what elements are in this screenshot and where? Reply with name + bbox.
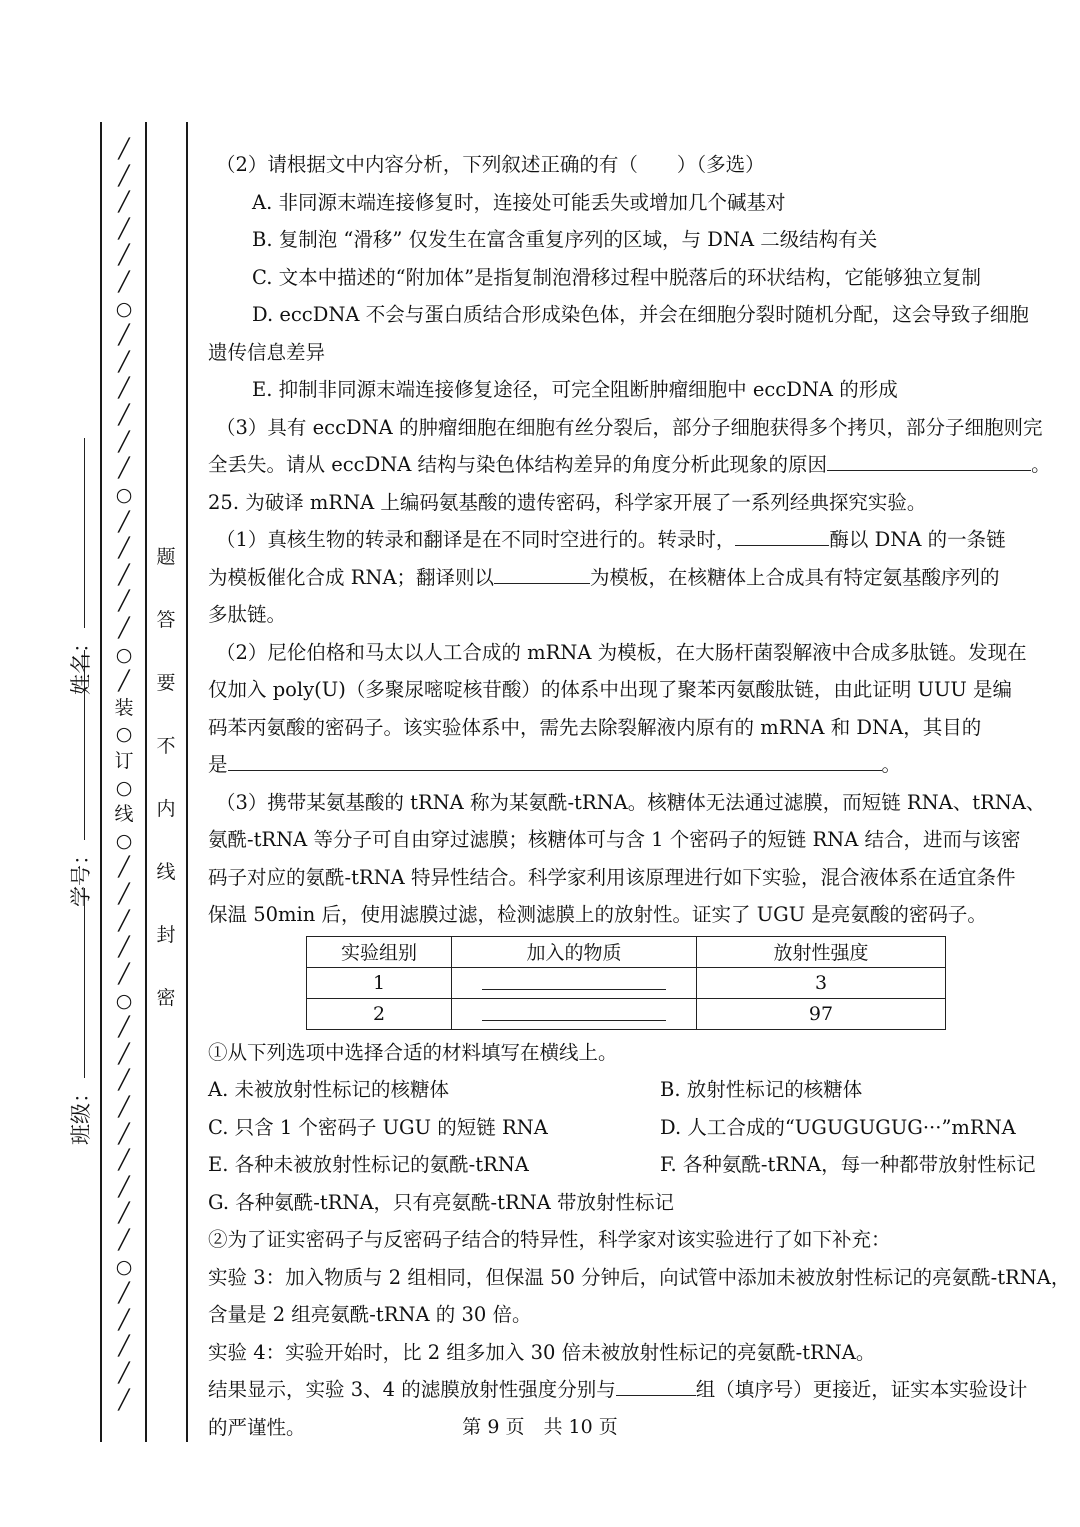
class-label: 班级：: [69, 1082, 93, 1145]
q25-3-line3: 码子对应的氨酰-tRNA 特异性结合。科学家利用该原理进行如下实验，混合液体系在适宜条件: [208, 865, 1016, 889]
table-cell-group: 1: [307, 967, 452, 998]
page-number: 第 9 页 共 10 页: [462, 1416, 618, 1438]
material-option-b: B. 放射性标记的核糖体: [660, 1078, 863, 1101]
binding-mark: ╱: [118, 1388, 130, 1411]
binding-mark: ╱: [118, 1335, 130, 1358]
binding-mark: ╱: [118, 1202, 130, 1225]
options-row-ab: [208, 1071, 1040, 1109]
binding-mark: ╱: [118, 563, 130, 586]
options-row-ef: [208, 1146, 1040, 1184]
binding-mark: ╱: [118, 350, 130, 373]
binding-mark: 订: [114, 750, 134, 773]
binding-mark: ╱: [118, 962, 130, 985]
binding-mark: ╱: [118, 324, 130, 347]
binding-mark: 线: [156, 861, 176, 883]
result-line1: 结果显示，实验 3、4 的滤膜放射性强度分别与 组（填序号）更接近，证实本实验设计: [208, 1371, 1040, 1409]
binding-mark: ○: [115, 483, 133, 506]
sub-question-2: ②为了证实密码子与反密码子结合的特异性，科学家对该实验进行了如下补充：: [208, 1228, 891, 1251]
class-field[interactable]: [65, 905, 95, 1145]
q25-2-line4: 是 。: [208, 746, 1040, 784]
binding-mark: 线: [114, 803, 134, 826]
binding-marks-column-3: [154, 548, 178, 1008]
binding-mark: ╱: [118, 670, 130, 693]
answer-blank-enzyme[interactable]: [735, 521, 829, 546]
binding-line-right: [186, 122, 188, 1442]
q2-option-d-line2: 遗传信息差异: [208, 340, 326, 364]
q2-option-b: B. 复制泡 “滑移” 仅发生在富含重复序列的区域，与 DNA 二级结构有关: [252, 228, 878, 251]
binding-mark: ╱: [118, 1282, 130, 1305]
name-field[interactable]: [65, 455, 95, 695]
binding-mark: ╱: [118, 1175, 130, 1198]
experiment-3-line1: 实验 3：加入物质与 2 组相同，但保温 50 分钟后，向试管中添加未被放射性标记的亮氨酰-tRNA，: [208, 1265, 1071, 1289]
binding-mark: ╱: [118, 1069, 130, 1092]
binding-mark: ╱: [118, 616, 130, 639]
binding-mark: ╱: [118, 1149, 130, 1172]
table-header-substance: 加入的物质: [452, 936, 697, 967]
material-option-d: D. 人工合成的“UGUGUGUG···”mRNA: [660, 1115, 1016, 1139]
binding-mark: ╱: [118, 1042, 130, 1065]
table-cell-intensity: 97: [697, 998, 946, 1029]
result-line2: 的严谨性。: [208, 1415, 306, 1439]
binding-mark: ○: [115, 989, 133, 1012]
binding-mark: ╱: [118, 1308, 130, 1331]
q25-2-line2: 仅加入 poly(U)（多聚尿嘧啶核苷酸）的体系中出现了聚苯丙氨酸肽链，由此证明 UUU 是编: [208, 678, 1013, 701]
binding-mark: ╱: [118, 909, 130, 932]
binding-mark: 答: [156, 609, 176, 631]
q25-3-line2: 氨酰-tRNA 等分子可自由穿过滤膜；核糖体可与含 1 个密码子的短链 RNA 结合，进而与该密: [208, 828, 1021, 851]
binding-mark: ╱: [118, 217, 130, 240]
experiment-3-line2: 含量是 2 组亮氨酰-tRNA 的 30 倍。: [208, 1303, 532, 1326]
q3-line2: 全丢失。请从 eccDNA 结构与染色体结构差异的角度分析此现象的原因 。: [208, 446, 1040, 484]
binding-mark: ╱: [118, 883, 130, 906]
binding-mark: 不: [156, 735, 176, 757]
binding-mark: ╱: [118, 1228, 130, 1251]
binding-line-middle: [145, 122, 147, 1442]
q25-2-line1: （2）尼伦伯格和马太以人工合成的 mRNA 为模板，在大肠杆菌裂解液中合成多肽链。发现在: [216, 640, 1027, 664]
binding-mark: ○: [115, 829, 133, 852]
question-content: [208, 146, 1071, 1446]
q25-1-line2: 为模板催化合成 RNA；翻译则以 为模板，在核糖体上合成具有特定氨基酸序列的: [208, 559, 1040, 597]
q2-option-e: E. 抑制非同源末端连接修复途径，可完全阻断肿瘤细胞中 eccDNA 的形成: [252, 378, 898, 401]
binding-mark: 密: [156, 987, 176, 1009]
q25-title: 25. 为破译 mRNA 上编码氨基酸的遗传密码，科学家开展了一系列经典探究实验。: [208, 490, 927, 514]
binding-mark: ○: [115, 776, 133, 799]
answer-blank-q3[interactable]: [827, 446, 1031, 471]
binding-mark: 封: [156, 924, 176, 946]
student-id-field[interactable]: [65, 667, 95, 907]
table-cell-group: 2: [307, 998, 452, 1029]
table-header-row: [307, 936, 946, 967]
name-label: 姓名：: [69, 632, 93, 695]
q2-option-c: C. 文本中描述的“附加体”是指复制泡滑移过程中脱落后的环状结构，它能够独立复制: [252, 265, 982, 289]
q3-line1: （3）具有 eccDNA 的肿瘤细胞在细胞有丝分裂后，部分子细胞获得多个拷贝，部分子细胞则完: [216, 415, 1043, 439]
binding-mark: ╱: [118, 936, 130, 959]
binding-mark: ╱: [118, 510, 130, 533]
binding-mark: ╱: [118, 244, 130, 267]
binding-mark: ╱: [118, 537, 130, 560]
binding-mark: ╱: [118, 430, 130, 453]
binding-marks-column-1: [112, 140, 136, 1410]
table-cell-intensity: 3: [697, 967, 946, 998]
experiment-4: 实验 4：实验开始时，比 2 组多加入 30 倍未被放射性标记的亮氨酰-tRNA。: [208, 1340, 876, 1364]
material-option-f: F. 各种氨酰-tRNA，每一种都带放射性标记: [660, 1153, 1036, 1176]
binding-mark: ╱: [118, 404, 130, 427]
material-option-a: A. 未被放射性标记的核糖体: [208, 1078, 449, 1101]
binding-mark: ╱: [118, 1362, 130, 1385]
binding-mark: 内: [156, 798, 176, 820]
binding-mark: ╱: [118, 138, 130, 160]
binding-mark: ╱: [118, 191, 130, 214]
student-id-label: 学号：: [69, 844, 93, 907]
table-row: [307, 998, 946, 1029]
binding-mark: ╱: [118, 1122, 130, 1145]
binding-mark: 题: [156, 546, 176, 568]
q2-stem: （2）请根据文中内容分析，下列叙述正确的有（ ）（多选）: [216, 153, 765, 176]
table-cell-substance[interactable]: [452, 967, 697, 998]
q2-option-a: A. 非同源末端连接修复时，连接处可能丢失或增加几个碱基对: [252, 190, 786, 214]
material-option-e: E. 各种未被放射性标记的氨酰-tRNA: [208, 1153, 529, 1176]
table-header-group: 实验组别: [307, 936, 452, 967]
binding-mark: 装: [114, 696, 134, 719]
binding-mark: ╱: [118, 271, 130, 294]
answer-blank-template[interactable]: [494, 559, 590, 584]
binding-mark: ╱: [118, 377, 130, 400]
binding-mark: ╱: [118, 1095, 130, 1118]
table-header-intensity: 放射性强度: [697, 936, 946, 967]
sub-question-1: ①从下列选项中选择合适的材料填写在横线上。: [208, 1040, 618, 1064]
experiment-table: [306, 936, 946, 1030]
binding-mark: ╱: [118, 590, 130, 613]
table-cell-substance[interactable]: [452, 998, 697, 1029]
binding-mark: 要: [156, 672, 176, 694]
binding-mark: ╱: [118, 856, 130, 879]
binding-mark: ╱: [118, 164, 130, 187]
table-row: [307, 967, 946, 998]
q25-3-line1: （3）携带某氨基酸的 tRNA 称为某氨酰-tRNA。核糖体无法通过滤膜，而短链 RNA、tRNA、: [216, 790, 1046, 814]
binding-mark: ○: [115, 723, 133, 746]
binding-mark: ╱: [118, 1016, 130, 1039]
binding-mark: ○: [115, 1255, 133, 1278]
q25-1-line3: 多肽链。: [208, 603, 287, 626]
answer-blank-purpose[interactable]: [228, 746, 882, 771]
q25-1-line1: （1）真核生物的转录和翻译是在不同时空进行的。转录时， 酶以 DNA 的一条链: [208, 521, 1040, 559]
answer-blank-result[interactable]: [616, 1371, 696, 1396]
material-option-g: G. 各种氨酰-tRNA，只有亮氨酰-tRNA 带放射性标记: [208, 1190, 674, 1214]
q2-option-d-line1: D. eccDNA 不会与蛋白质结合形成染色体，并会在细胞分裂时随机分配，这会导致子细胞: [252, 303, 1029, 326]
q25-3-line4: 保温 50min 后，使用滤膜过滤，检测滤膜上的放射性。证实了 UGU 是亮氨酸的密码子。: [208, 903, 987, 926]
binding-line-left: [100, 122, 102, 1442]
binding-mark: ○: [115, 297, 133, 320]
binding-mark: ╱: [118, 457, 130, 480]
options-row-cd: [208, 1109, 1040, 1147]
binding-mark: ○: [115, 643, 133, 666]
material-option-c: C. 只含 1 个密码子 UGU 的短链 RNA: [208, 1115, 548, 1139]
q25-2-line3: 码苯丙氨酸的密码子。该实验体系中，需先去除裂解液内原有的 mRNA 和 DNA，其目的: [208, 715, 982, 739]
